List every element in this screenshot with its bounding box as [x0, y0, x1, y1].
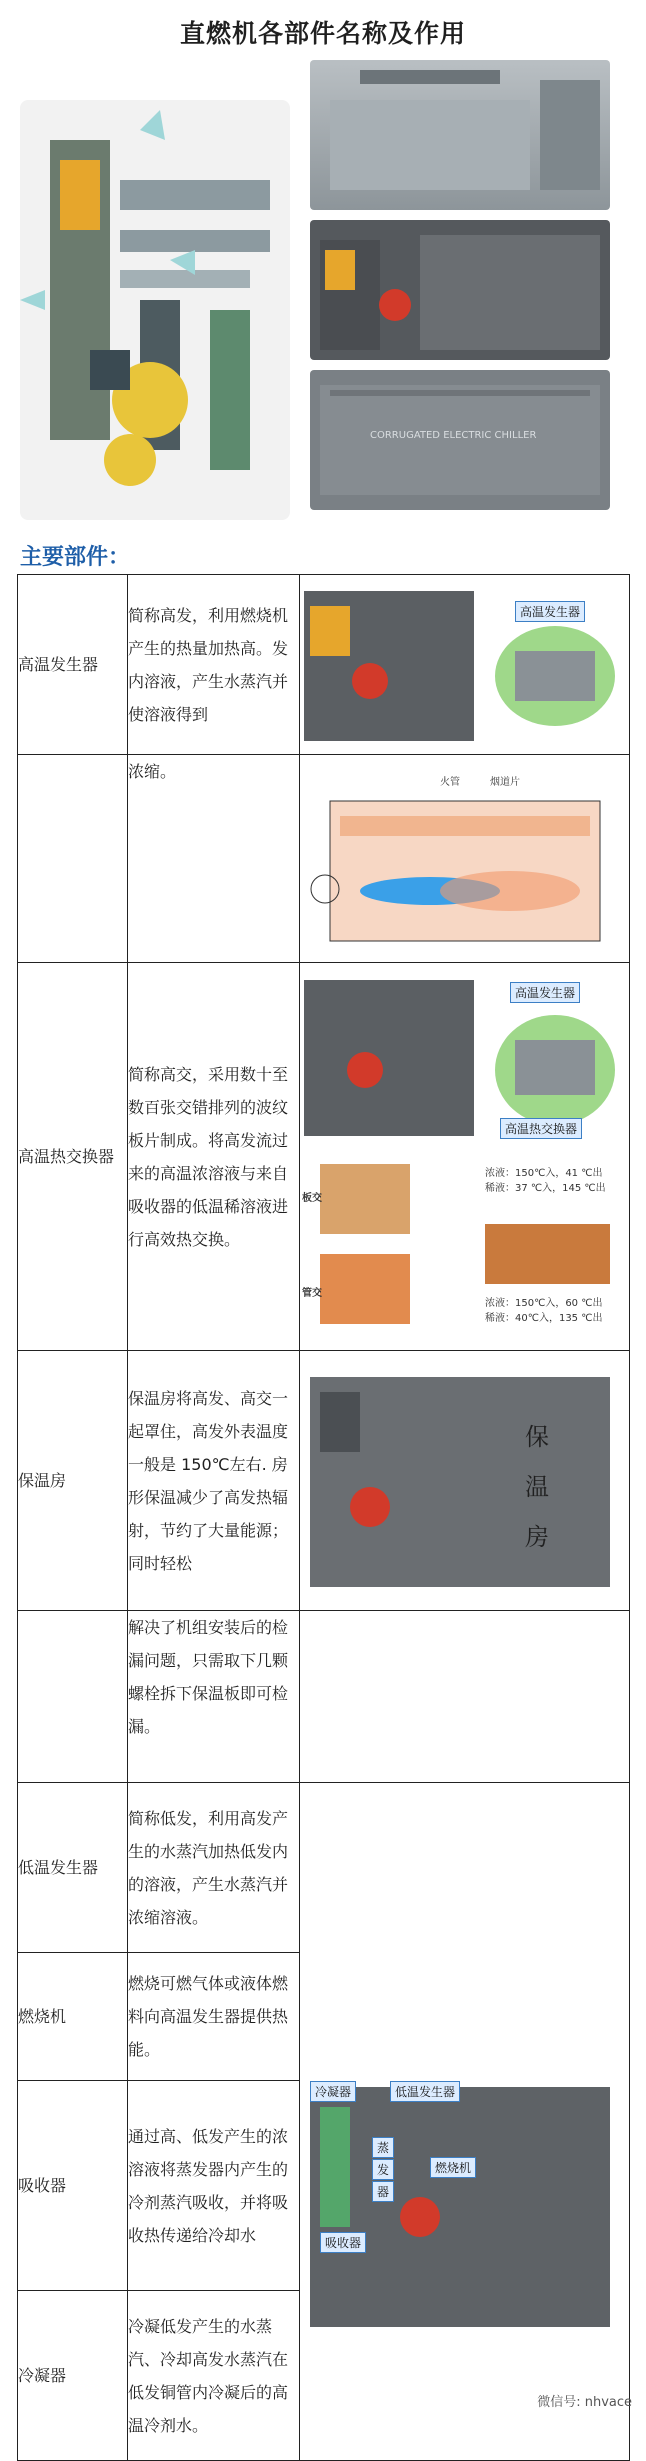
table-row	[18, 1611, 630, 1783]
chiller-exploded-image	[20, 100, 290, 520]
label-smoke-tube: 烟道片	[490, 776, 520, 788]
chiller-unit-image-1	[310, 60, 610, 210]
table-row	[18, 963, 630, 1351]
combustion-diagram	[300, 761, 629, 957]
hero-brand-text: CORRUGATED ELECTRIC CHILLER	[370, 430, 537, 441]
parts-table	[17, 574, 630, 2461]
part-name	[18, 1611, 128, 1783]
page-title: 直燃机各部件名称及作用	[179, 19, 466, 48]
label-tube: 管交	[302, 1287, 322, 1299]
label-burner: 燃烧机	[430, 2157, 476, 2178]
label-gen-high-2: 高温发生器	[510, 982, 580, 1003]
label-insulation-3: 房	[525, 1522, 549, 1551]
label-insulation-2: 温	[525, 1472, 549, 1501]
part-desc: 简称高交，采用数十至数百张交错排列的波纹板片制成。将高发流过来的高温浓溶液与来自吸收器的低温稀溶液进行高效热交换。	[128, 963, 300, 1351]
part-desc: 保温房将高发、高交一起罩住，高发外表温度一般是 150℃左右. 房形保温减少了高发热辐射，节约了大量能源；同时轻松	[128, 1351, 300, 1611]
label-gen-high: 高温发生器	[515, 601, 585, 622]
chiller-unit-image-2	[310, 220, 610, 360]
part-desc: 简称高发，利用燃烧机产生的热量加热高。发内溶液，产生水蒸汽并使溶液得到	[128, 575, 300, 755]
part-desc: 简称低发，利用高发产生的水蒸汽加热低发内的溶液，产生水蒸汽并浓缩溶液。	[128, 1783, 300, 1953]
label-hx-high: 高温热交换器	[500, 1118, 582, 1139]
part-name: 低温发生器	[18, 1783, 128, 1953]
label-evap-2: 发	[372, 2159, 394, 2180]
part-name: 高温热交换器	[18, 963, 128, 1351]
gen-high-image	[300, 581, 629, 749]
table-row	[18, 1783, 630, 1953]
table-row	[18, 1351, 630, 1611]
part-desc: 冷凝低发产生的水蒸汽、冷却高发水蒸汽在低发铜管内冷凝后的高温冷剂水。	[128, 2291, 300, 2461]
part-name	[18, 755, 128, 963]
watermark: 微信号: nhvace	[537, 2395, 632, 2410]
part-desc: 通过高、低发产生的浓溶液将蒸发器内产生的冷剂蒸汽吸收，并将吸收热传递给冷却水	[128, 2081, 300, 2291]
label-absorber: 吸收器	[320, 2232, 366, 2253]
part-desc: 解决了机组安装后的检漏问题，只需取下几颗螺栓拆下保温板即可检漏。	[128, 1611, 300, 1783]
part-desc: 浓缩。	[128, 755, 300, 963]
label-insulation-1: 保	[525, 1422, 549, 1451]
components-image	[300, 2067, 629, 2347]
label-evap-3: 器	[372, 2181, 394, 2202]
part-desc: 燃烧可燃气体或液体燃料向高温发生器提供热能。	[128, 1953, 300, 2081]
label-evap-1: 蒸	[372, 2137, 394, 2158]
table-row	[18, 575, 630, 755]
insulation-image	[300, 1357, 629, 1605]
part-name: 保温房	[18, 1351, 128, 1611]
label-plate: 板交	[302, 1192, 322, 1204]
section-title: 主要部件：	[20, 545, 131, 570]
part-name: 高温发生器	[18, 575, 128, 755]
part-name: 吸收器	[18, 2081, 128, 2291]
label-gen-low: 低温发生器	[390, 2081, 460, 2102]
part-name: 燃烧机	[18, 1953, 128, 2081]
chiller-unit-image-3	[310, 370, 610, 510]
hero-illustration	[20, 60, 626, 530]
hx-high-image	[300, 970, 629, 1146]
tube-temp: 浓液：150℃入，60 ℃出 稀液：40℃入，135 ℃出	[485, 1297, 603, 1324]
label-condenser: 冷凝器	[310, 2081, 356, 2102]
part-name: 冷凝器	[18, 2291, 128, 2461]
plate-temp: 浓液：150℃入，41 ℃出 稀液：37 ℃入，145 ℃出	[485, 1167, 606, 1194]
label-fire-tube: 火管	[440, 776, 460, 788]
hx-types-image	[300, 1154, 629, 1344]
table-row	[18, 755, 630, 963]
